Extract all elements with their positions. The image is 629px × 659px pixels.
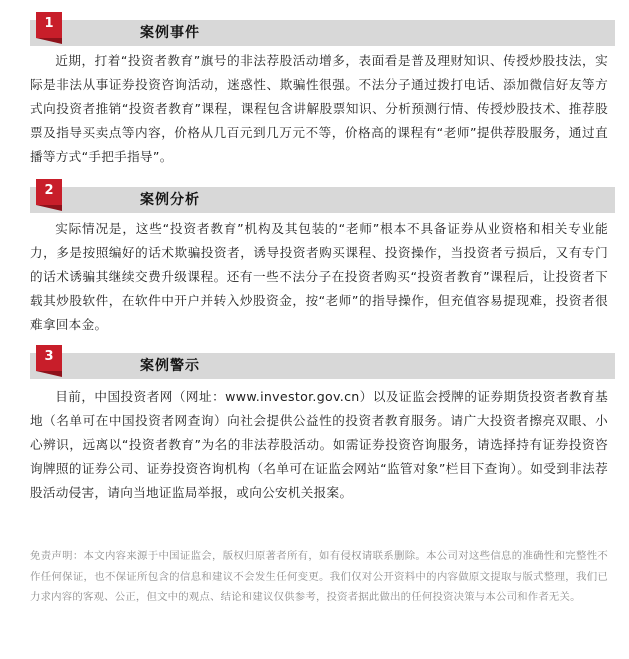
section-2-header bbox=[30, 187, 615, 213]
section-2-title: 案例分析 bbox=[140, 192, 200, 208]
section-3-body: 目前，中国投资者网（网址：www.investor.gov.cn）以及证监会授牌的证券期货投资者教育基地（名单可在中国投资者网查询）向社会提供公益性的投资者教育服务。请广大投资者擦亮双眼、小心辨识，远离以“投资者教育”为名的非法荐股活动。如需证券投资咨询服务，请选择持有证券投资咨询牌照的证券公司、证券投资咨询机构（名单可在证监会网站“监管对象”栏目下查询）。如受到非法荐股活动侵害，请向当地证监局举报，或向公安机关报案。 bbox=[30, 389, 608, 500]
section-1-body: 近期，打着“投资者教育”旗号的非法荐股活动增多，表面看是普及理财知识、传授炒股技法，实际是非法从事证券投资咨询活动，迷惑性、欺骗性很强。不法分子通过拨打电话、添加微信好友等方式向投资者推销“投资者教育”课程，课程包含讲解股票知识、分析预测行情、传授炒股技术、推荐股票及指导买卖点等内容，价格从几百元到几万元不等，价格高的课程有“老师”提供荐股服务，通过直播等方式“手把手指导”。 bbox=[30, 53, 608, 164]
section-2-badge-tail bbox=[36, 205, 62, 211]
section-3-badge-tail bbox=[36, 371, 62, 377]
section-3-header bbox=[30, 353, 615, 379]
section-3-number-badge: 3 bbox=[36, 345, 62, 371]
section-1-title: 案例事件 bbox=[140, 25, 200, 41]
section-1-number-badge: 1 bbox=[36, 12, 62, 38]
section-2-number-badge: 2 bbox=[36, 179, 62, 205]
section-1-header bbox=[30, 20, 615, 46]
section-1-badge-tail bbox=[36, 38, 62, 44]
section-2-body: 实际情况是，这些“投资者教育”机构及其包装的“老师”根本不具备证券从业资格和相关专业能力，多是按照编好的话术欺骗投资者，诱导投资者购买课程、投资操作，当投资者亏损后，又有专门的话术诱骗其继续交费升级课程。还有一些不法分子在投资者购买“投资者教育”课程后，让投资者下载其炒股软件，在软件中开户并转入炒股资金，按“老师”的指导操作，但充值容易提现难，投资者很难拿回本金。 bbox=[30, 221, 608, 332]
disclaimer-text: 免责声明：本文内容来源于中国证监会，版权归原著者所有，如有侵权请联系删除。本公司对这些信息的准确性和完整性不作任何保证，也不保证所包含的信息和建议不会发生任何变更。我们仅对公开资料中的内容做原文提取与版式整理，我们已力求内容的客观、公正，但文中的观点、结论和建议仅供参考，投资者据此做出的任何投资决策与本公司和作者无关。 bbox=[30, 550, 608, 603]
section-3-title: 案例警示 bbox=[140, 358, 200, 374]
